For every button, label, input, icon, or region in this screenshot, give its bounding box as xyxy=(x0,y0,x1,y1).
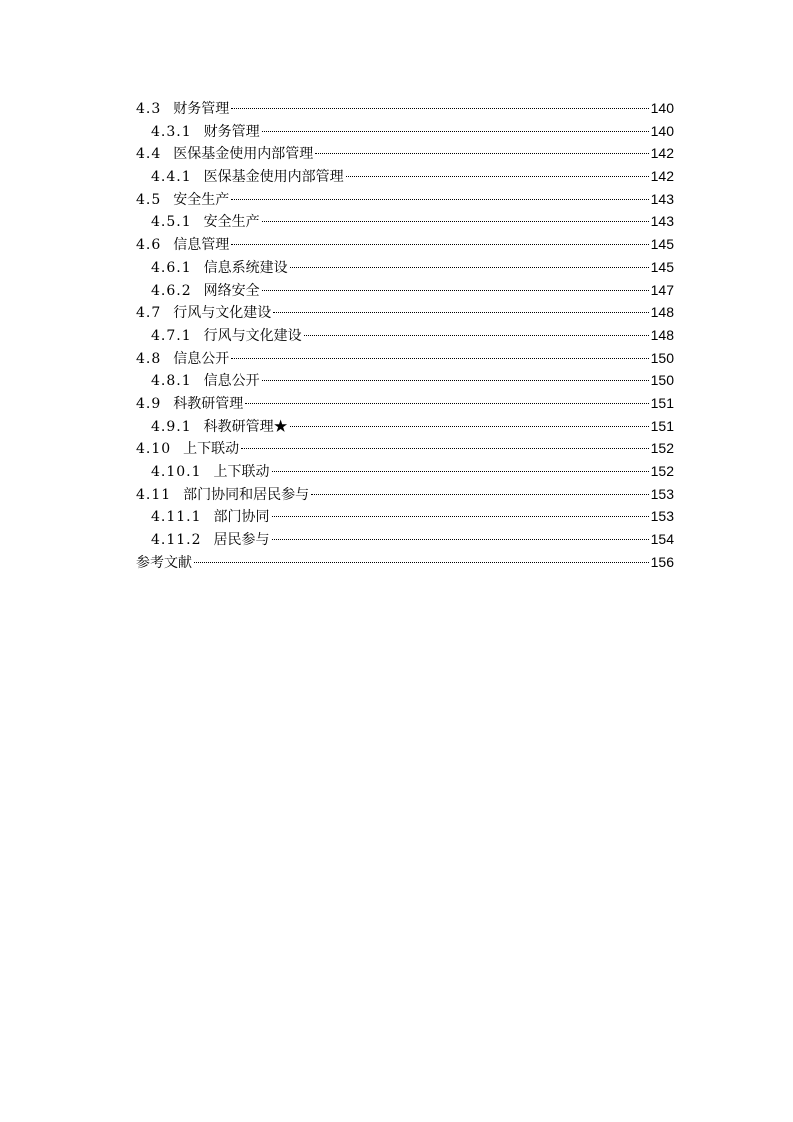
toc-entry[interactable] xyxy=(136,256,674,279)
toc-entry[interactable] xyxy=(136,528,674,551)
toc-entry-title: 行风与文化建设 xyxy=(173,305,272,322)
toc-entry-title: 信息公开 xyxy=(203,373,260,390)
toc-dot-leader xyxy=(245,403,648,404)
toc-entry[interactable] xyxy=(136,505,674,528)
toc-entry-page-number: 140 xyxy=(650,122,674,139)
toc-entry-page-number: 153 xyxy=(650,485,674,502)
toc-entry-number: 4.6.1 xyxy=(151,259,192,276)
toc-entry[interactable] xyxy=(136,301,674,324)
toc-dot-leader xyxy=(231,108,648,109)
toc-entry-number: 4.8.1 xyxy=(151,373,192,390)
toc-entry-title: 行风与文化建设 xyxy=(203,327,302,344)
toc-entry-number: 4.7 xyxy=(136,305,162,322)
toc-entry-title: 信息管理 xyxy=(173,237,230,254)
toc-dot-leader xyxy=(315,153,648,154)
toc-entry-number: 4.6.2 xyxy=(151,282,192,299)
toc-dot-leader xyxy=(272,539,649,540)
toc-entry-number: 4.5 xyxy=(136,191,162,208)
toc-entry-page-number: 140 xyxy=(650,100,674,116)
toc-dot-leader xyxy=(273,312,648,313)
toc-entry-title: 部门协同和居民参与 xyxy=(183,486,310,503)
toc-entry[interactable] xyxy=(136,415,674,438)
toc-dot-leader xyxy=(290,267,649,268)
toc-entry-title: 居民参与 xyxy=(213,532,270,549)
toc-entry-page-number: 145 xyxy=(650,258,674,275)
toc-entry-title: 医保基金使用内部管理 xyxy=(173,146,314,163)
toc-entry-number: 4.11.2 xyxy=(151,532,202,549)
toc-entry-page-number: 152 xyxy=(650,463,674,479)
toc-entry-page-number: 148 xyxy=(650,326,674,343)
toc-entry[interactable] xyxy=(136,233,674,256)
toc-entry-number: 4.4.1 xyxy=(151,169,192,186)
toc-entry-number: 4.7.1 xyxy=(151,327,192,344)
toc-entry-title: 信息系统建设 xyxy=(203,259,288,276)
toc-entry[interactable] xyxy=(136,437,674,460)
toc-entry[interactable] xyxy=(136,392,674,415)
toc-entry-title: 上下联动 xyxy=(213,464,270,480)
toc-entry-page-number: 145 xyxy=(650,236,674,253)
toc-entry-number: 4.5.1 xyxy=(151,214,192,231)
toc-entry-number: 4.10 xyxy=(136,441,172,458)
toc-dot-leader xyxy=(241,448,648,449)
toc-entry[interactable] xyxy=(136,97,674,120)
toc-entry-page-number: 151 xyxy=(650,417,674,434)
toc-entry-title: 网络安全 xyxy=(203,282,260,299)
toc-dot-leader xyxy=(346,176,649,177)
toc-entry-number: 4.11 xyxy=(136,486,172,503)
toc-entry[interactable] xyxy=(136,347,674,370)
toc-entry[interactable] xyxy=(136,210,674,233)
toc-entry-page-number: 142 xyxy=(650,168,674,185)
toc-dot-leader xyxy=(272,516,649,517)
toc-entry-page-number: 142 xyxy=(650,145,674,162)
toc-entry-number: 4.10.1 xyxy=(151,464,202,480)
toc-entry-page-number: 147 xyxy=(650,281,674,298)
toc-entry-title: 信息公开 xyxy=(173,350,230,367)
toc-entry[interactable] xyxy=(136,142,674,165)
toc-dot-leader xyxy=(194,562,649,563)
toc-entry-page-number: 151 xyxy=(650,394,674,411)
toc-entry-page-number: 143 xyxy=(650,190,674,207)
toc-entry-page-number: 152 xyxy=(650,440,674,457)
toc-entry[interactable] xyxy=(136,483,674,506)
toc-entry[interactable] xyxy=(136,460,674,483)
toc-entry-page-number: 143 xyxy=(650,213,674,230)
table-of-contents xyxy=(136,97,674,573)
toc-dot-leader xyxy=(262,380,649,381)
toc-dot-leader xyxy=(231,244,648,245)
toc-entry-title: 财务管理 xyxy=(173,101,230,117)
toc-entry[interactable] xyxy=(136,188,674,211)
toc-entry-title: 上下联动 xyxy=(183,441,240,458)
toc-entry-page-number: 150 xyxy=(650,372,674,389)
toc-entry-page-number: 150 xyxy=(650,349,674,366)
toc-dot-leader xyxy=(304,335,649,336)
toc-entry-title: 安全生产 xyxy=(173,191,230,208)
toc-entry[interactable] xyxy=(136,279,674,302)
toc-dot-leader xyxy=(262,131,649,132)
toc-entry-number: 4.3.1 xyxy=(151,123,192,140)
toc-entry[interactable] xyxy=(136,120,674,143)
toc-dot-leader xyxy=(290,426,649,427)
toc-entry[interactable] xyxy=(136,165,674,188)
toc-entry-page-number: 153 xyxy=(650,508,674,525)
toc-entry-number: 4.4 xyxy=(136,146,162,163)
toc-entry-title: 医保基金使用内部管理 xyxy=(203,169,344,186)
toc-entry-number: 4.11.1 xyxy=(151,509,202,526)
toc-entry[interactable] xyxy=(136,324,674,347)
toc-entry-page-number: 154 xyxy=(650,531,674,548)
toc-entry-number: 4.9.1 xyxy=(151,418,192,435)
toc-entry-title: 部门协同 xyxy=(213,509,270,526)
toc-entry-number: 4.8 xyxy=(136,350,162,367)
toc-entry-title: 安全生产 xyxy=(203,214,260,231)
toc-dot-leader xyxy=(262,290,649,291)
toc-dot-leader xyxy=(272,471,649,472)
toc-entry-title: 财务管理 xyxy=(203,123,260,140)
toc-entry-number: 4.9 xyxy=(136,395,162,412)
toc-entry[interactable] xyxy=(136,551,674,574)
toc-dot-leader xyxy=(262,221,649,222)
toc-entry-number: 4.3 xyxy=(136,101,162,117)
toc-dot-leader xyxy=(231,199,648,200)
toc-entry-page-number: 156 xyxy=(650,553,674,570)
toc-dot-leader xyxy=(311,494,648,495)
toc-entry-number: 4.6 xyxy=(136,237,162,254)
toc-entry-title: 科教研管理 xyxy=(173,395,244,412)
toc-entry-page-number: 148 xyxy=(650,304,674,321)
toc-entry[interactable] xyxy=(136,369,674,392)
toc-dot-leader xyxy=(231,358,648,359)
toc-entry-title: 参考文献 xyxy=(136,554,192,571)
toc-entry-title: 科教研管理★ xyxy=(203,418,288,435)
